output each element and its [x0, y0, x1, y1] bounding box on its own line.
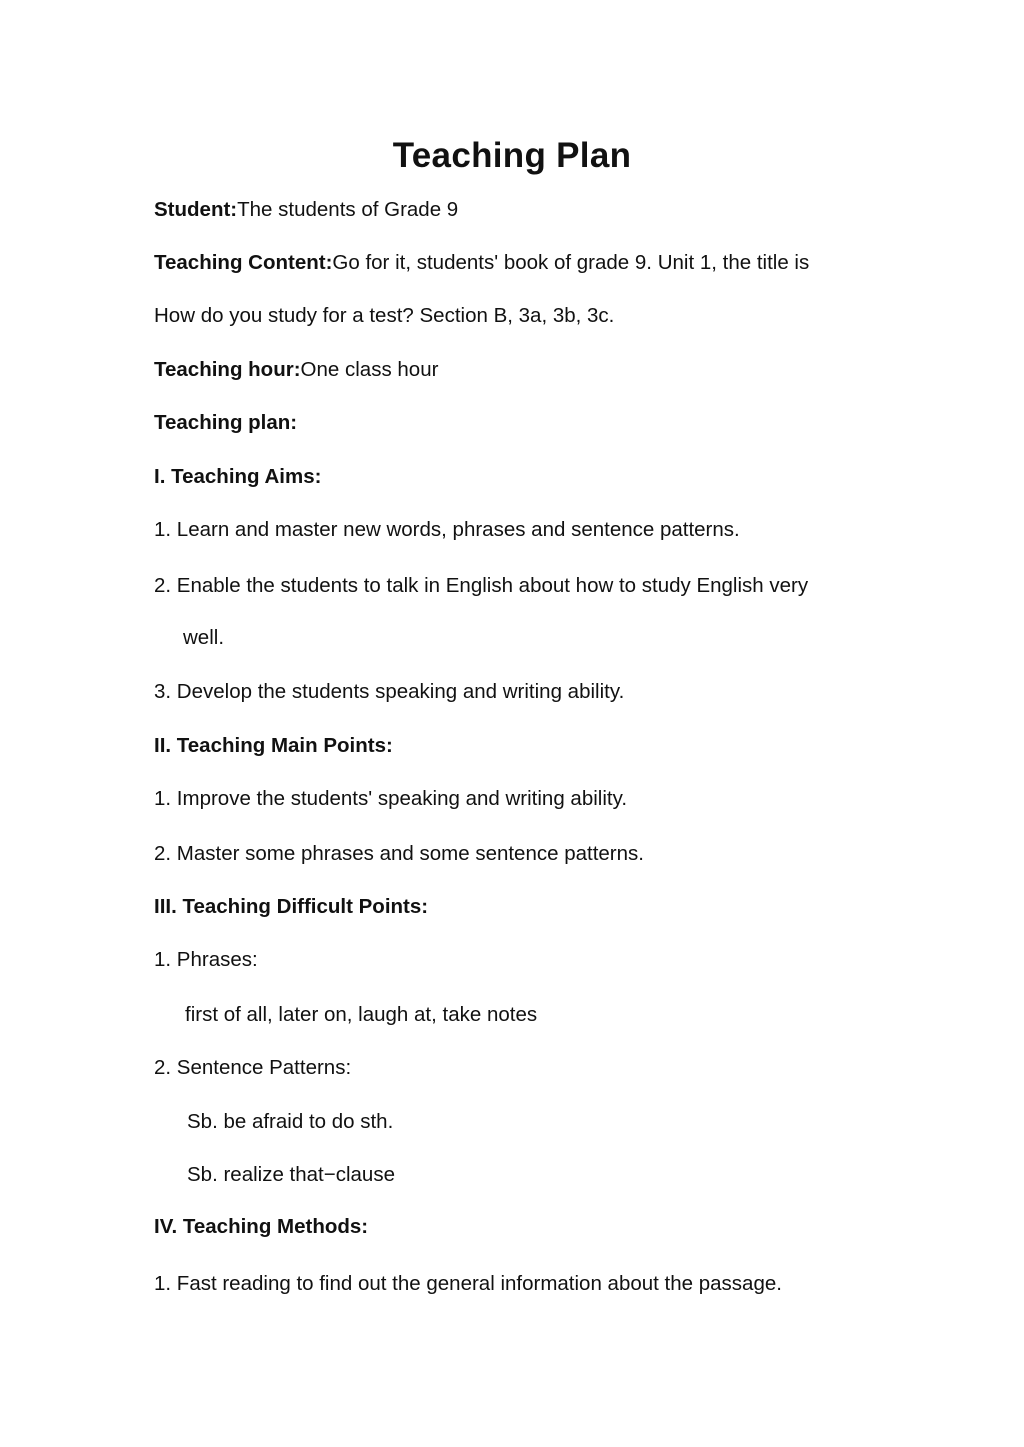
aims-heading-text: I. Teaching Aims:: [154, 465, 322, 488]
difficult-points-item-2: 2. Sentence Patterns:: [154, 1056, 352, 1079]
student-value: The students of Grade 9: [237, 198, 459, 221]
difficult-points-heading: [154, 894, 428, 920]
main-points-heading-text: II. Teaching Main Points:: [154, 734, 393, 757]
methods-item-1: 1. Fast reading to find out the general information about the passage.: [154, 1272, 782, 1295]
hour-line: [154, 357, 438, 383]
main-points-heading: [154, 733, 393, 759]
content-line-continued: How do you study for a test? Section B, 3a, 3b, 3c.: [154, 304, 615, 327]
plan-heading: [154, 410, 297, 436]
difficult-points-item-1: 1. Phrases:: [154, 948, 258, 971]
content-label: Teaching Content:: [154, 251, 333, 274]
difficult-points-phrases: first of all, later on, laugh at, take notes: [185, 1003, 538, 1026]
aims-item-2-continued: well.: [183, 626, 225, 649]
aims-item-2: 2. Enable the students to talk in English about how to study English very: [154, 574, 809, 597]
plan-heading-text: Teaching plan:: [154, 411, 298, 434]
aims-item-1: 1. Learn and master new words, phrases and sentence patterns.: [154, 518, 740, 541]
student-label: Student:: [154, 198, 238, 221]
difficult-points-heading-text: III. Teaching Difficult Points:: [154, 895, 429, 918]
hour-label: Teaching hour:: [154, 358, 301, 381]
aims-heading: [154, 464, 321, 490]
sentence-pattern-2: Sb. realize that−clause: [187, 1163, 395, 1186]
document-title: Teaching Plan: [392, 136, 632, 175]
sentence-pattern-1: Sb. be afraid to do sth.: [187, 1110, 394, 1133]
content-line: [154, 250, 809, 276]
methods-heading-text: IV. Teaching Methods:: [154, 1215, 369, 1238]
main-points-item-1: 1. Improve the students' speaking and writing ability.: [154, 787, 628, 810]
aims-item-3: 3. Develop the students speaking and writing ability.: [154, 680, 625, 703]
hour-value: One class hour: [300, 358, 439, 381]
student-line: [154, 197, 458, 223]
main-points-item-2: 2. Master some phrases and some sentence patterns.: [154, 842, 644, 865]
content-value: Go for it, students' book of grade 9. Unit 1, the title is: [332, 251, 810, 274]
methods-heading: [154, 1214, 368, 1240]
